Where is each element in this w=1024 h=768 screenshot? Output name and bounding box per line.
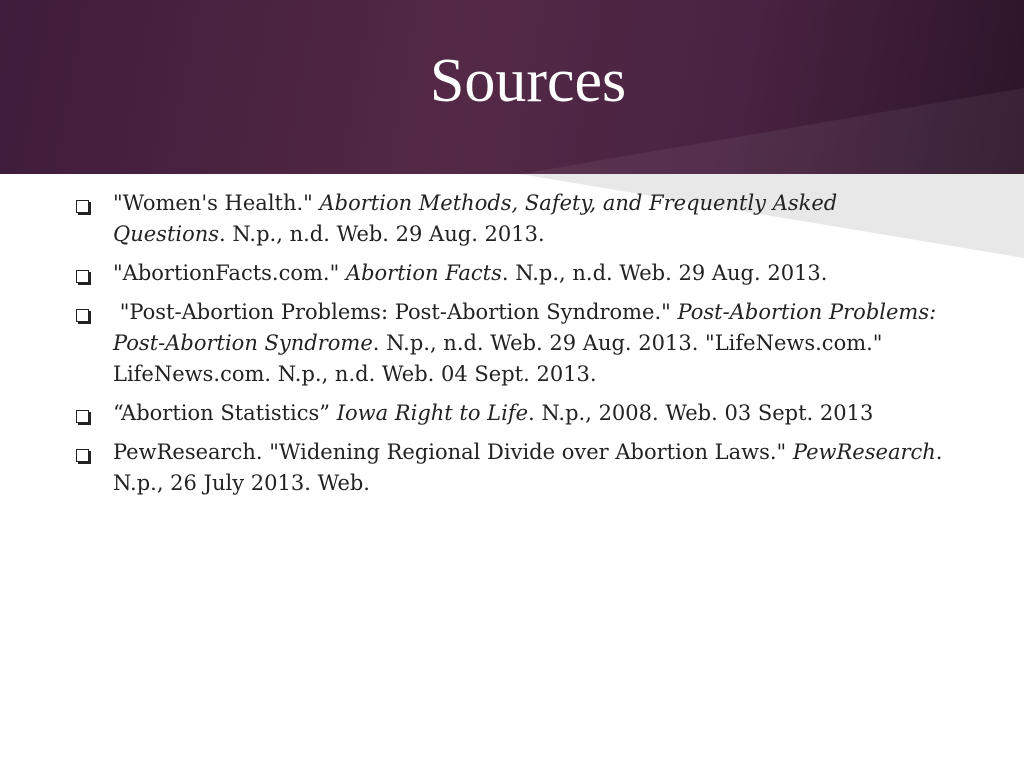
source-text: "Women's Health." (113, 191, 320, 215)
checkbox-bullet-icon (76, 410, 89, 423)
checkbox-bullet-icon (76, 449, 89, 462)
source-details: . N.p., n.d. Web. 29 Aug. 2013. (219, 222, 545, 246)
source-text: “Abortion Statistics” (113, 401, 337, 425)
source-details: . N.p., n.d. Web. 29 Aug. 2013. "LifeNews.com." LifeNews.com. N.p., n.d. Web. 04 Sept. 2013. (113, 331, 883, 386)
source-item (70, 188, 950, 250)
source-title: Abortion Facts (345, 261, 502, 285)
source-item (70, 398, 950, 429)
source-details: . N.p., 26 July 2013. Web. (113, 440, 943, 495)
source-item (70, 258, 950, 289)
source-title: Abortion Methods, Safety, and Frequently Asked Questions (113, 191, 838, 246)
slide-title: Sources (429, 47, 627, 115)
source-title: Iowa Right to Life (336, 401, 529, 425)
source-text: "Post-Abortion Problems: Post-Abortion Syndrome." (113, 300, 678, 324)
checkbox-bullet-icon (76, 309, 89, 322)
checkbox-bullet-icon (76, 200, 89, 213)
source-details: . N.p., n.d. Web. 29 Aug. 2013. (501, 261, 828, 285)
source-item (70, 297, 950, 390)
source-text: PewResearch. "Widening Regional Divide over Abortion Laws." (113, 440, 793, 464)
sources-list (70, 188, 950, 507)
source-item (70, 437, 950, 499)
checkbox-bullet-icon (76, 270, 89, 283)
source-details: . N.p., 2008. Web. 03 Sept. 2013 (528, 401, 874, 425)
source-text: "AbortionFacts.com." (113, 261, 346, 285)
source-title: Post-Abortion Problems: Post-Abortion Syndrome (113, 300, 937, 355)
source-title: PewResearch (792, 440, 936, 464)
